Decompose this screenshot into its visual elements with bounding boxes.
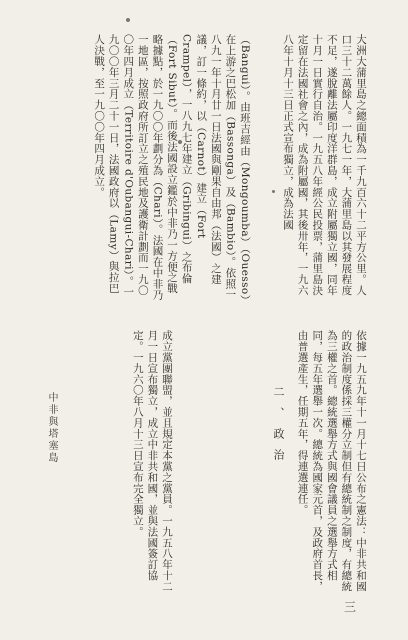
text-block-lower-left: 成立黨團聯盟，並且規定本黨之黨員。一九五八年十二月一日宣布獨立，成立中非共和國，並與法國簽訂協定。一九六〇年八月十三日宣布完全獨立。 [131,330,173,592]
margin-mark [126,18,130,22]
page-number: 三 [344,600,357,614]
text-block-upper-left: （Bangui）。由班吉經由（Mongoumba）（Ouesso）在上游之巴松加（Bassonga）及（Bambio）。依照一八九一年十月廿一日法國與剛果自由邦（法國）之建議，訂一條約，以（Carnot）建立（Fort Crampel），一八九七年建立（Gribingui）之布倫（Fort Sibut）。而後法國設立鑑於中非乃一方便之戰略據點，於一九〇〇年劃分為（Chari）。法國在中非乃一地區，按照政府所訂立之殖民地及護衛計劃而一九〇〇年四月成立（Territoire d'Oubangui-Chari）。一九〇〇年三月二十一日，法國政府以（Lamy）與拉巴人決戰，至一九〇〇年四月成立。 [93,34,251,301]
text-block-upper-right: 大洲大蒲里島之總面積為一千九百六十二平方公里。人口三十二萬餘人。一九七一年，大蒲里島以其發展程度不足，遂脫離法屬印度洋群島，成立附屬獨立國，同年十月一日實行自治。一九五八年經公民投票，蒲里島決定留在法國社會之內，成為附屬國，其後卅年，一九六八年十月十三日正式宣布獨立，成為法國 [282,34,367,296]
section-heading: 二、政治 [272,386,285,470]
running-title: 中非與塔塞島 [46,392,57,464]
text-block-lower-right: 依據一九五九年十一月十七日公布之憲法：中非共和國的政治制度係採三權分立制但有總統制之制度，有總統為三權之首。總統選舉方式與國會議員之選舉方式相同，每五年選舉一次。總統為國家元首，及政府首長，由普選產生，任期五年，得連選連任。 [296,330,367,592]
